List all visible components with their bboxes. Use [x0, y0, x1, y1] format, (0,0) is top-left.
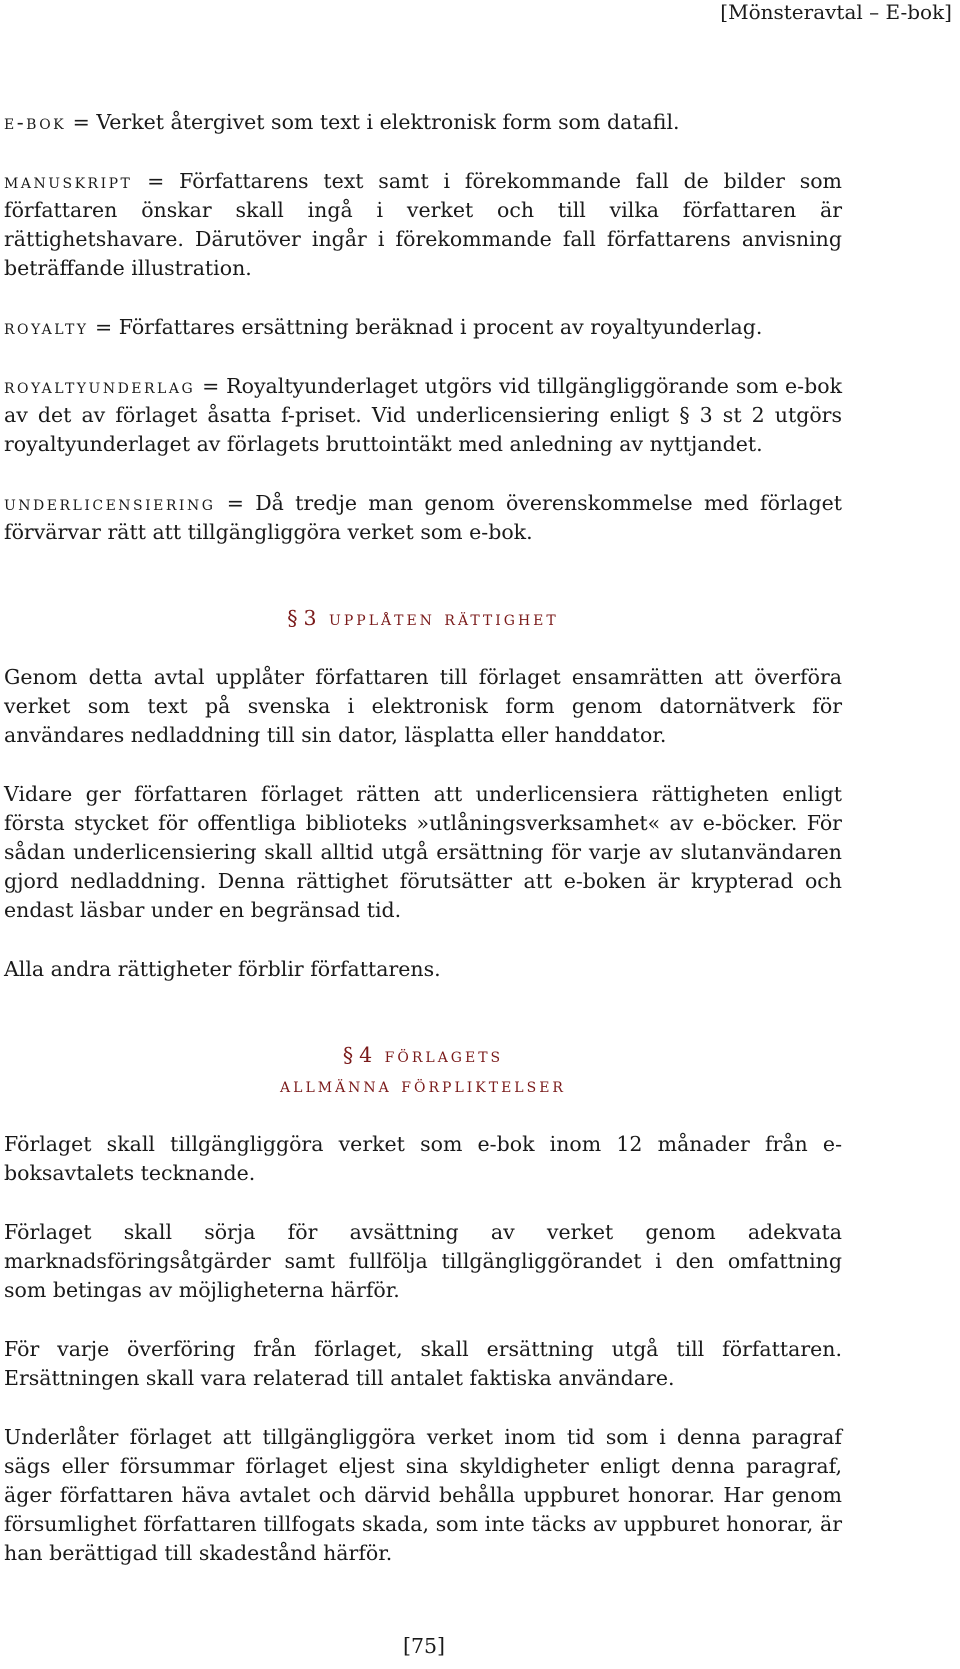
definition-text: = Författarens text samt i förekommande fall de bilder som författaren önskar skall ingå i verket och till vilka författaren är rättighetshavare. Därutöver ingår i förekommande fall författarens anvisning beträffande illustration.	[4, 169, 842, 280]
section-4-paragraph: För varje överföring från förlaget, skall ersättning utgå till författaren. Ersättningen skall vara relaterad till antalet faktiska användare.	[4, 1337, 842, 1390]
definition-text: = Då tredje man genom överenskommelse med förlaget förvärvar rätt att tillgängliggöra verket som e-bok.	[4, 491, 842, 544]
page-number: [75]	[402, 1634, 446, 1658]
definition-term: manuskript	[4, 169, 133, 193]
section-4-title-line-1	[4, 1040, 842, 1070]
definition-text: = Författares ersättning beräknad i procent av royaltyunderlag.	[88, 315, 763, 339]
definition-term: e-bok	[4, 110, 67, 134]
section-4-heading	[4, 1040, 842, 1100]
definition-royaltyunderlag	[4, 372, 842, 459]
section-3-paragraph: Alla andra rättigheter förblir författarens.	[4, 957, 441, 981]
definition-term: royaltyunderlag	[4, 374, 196, 398]
definition-royalty	[4, 313, 842, 342]
section-4-paragraph: Underlåter förlaget att tillgängliggöra verket inom tid som i denna paragraf sägs eller försummar förlaget eljest sina skyldigheter enligt denna paragraf, äger författaren häva avtalet och därvid behålla uppburet honorar. Har genom försumlighet författaren tillfogats skada, som inte täcks av uppburet honorar, är han berättigad till skadestånd härför.	[4, 1425, 842, 1565]
section-3-heading	[4, 603, 842, 633]
section-3-paragraph: Genom detta avtal upplåter författaren till förlaget ensamrätten att överföra verket som text på svenska i elektronisk form genom datornätverk för användares nedladdning till sin dator, läsplatta eller handdator.	[4, 665, 842, 747]
section-symbol: §	[342, 1043, 354, 1067]
section-4-paragraph: Förlaget skall tillgängliggöra verket som e-bok inom 12 månader från e-boksavtalets tecknande.	[4, 1132, 842, 1185]
section-4-paragraph: Förlaget skall sörja för avsättning av verket genom adekvata marknadsföringsåtgärder samt fullfölja tillgängliggörandet i den omfattning som betingas av möjligheterna härför.	[4, 1220, 842, 1302]
definition-text: = Royaltyunderlaget utgörs vid tillgängliggörande som e-bok av det av förlaget åsatta f-priset. Vid underlicensiering enligt § 3 st 2 utgörs royaltyunderlaget av förlagets bruttointäkt med anledning av nyttjandet.	[4, 374, 842, 456]
definition-underlicensiering	[4, 489, 842, 547]
section-3-paragraph: Vidare ger författaren förlaget rätten att underlicensiera rättigheten enligt första stycket för offentliga biblioteks »utlåningsverksamhet« av e-böcker. För sådan underlicensiering skall alltid utgå ersättning för varje av slutanvändaren gjord nedladdning. Denna rättighet förutsätter att e-boken är krypterad och endast läsbar under en begränsad tid.	[4, 782, 842, 922]
section-symbol: §	[287, 606, 298, 630]
page-body	[4, 108, 842, 1598]
section-3-title: 3 upplåten rättighet	[303, 606, 559, 630]
section-4-title: 4 förlagets	[359, 1043, 504, 1067]
definition-term: underlicensiering	[4, 491, 216, 515]
section-4-title-line-2: allmänna förpliktelser	[280, 1073, 566, 1097]
definition-term: royalty	[4, 315, 89, 339]
definition-e-bok	[4, 108, 842, 137]
definition-text: = Verket återgivet som text i elektronisk form som datafil.	[66, 110, 680, 134]
definition-manuskript	[4, 167, 842, 283]
running-head: [Mönsteravtal – E-bok]	[720, 0, 952, 24]
